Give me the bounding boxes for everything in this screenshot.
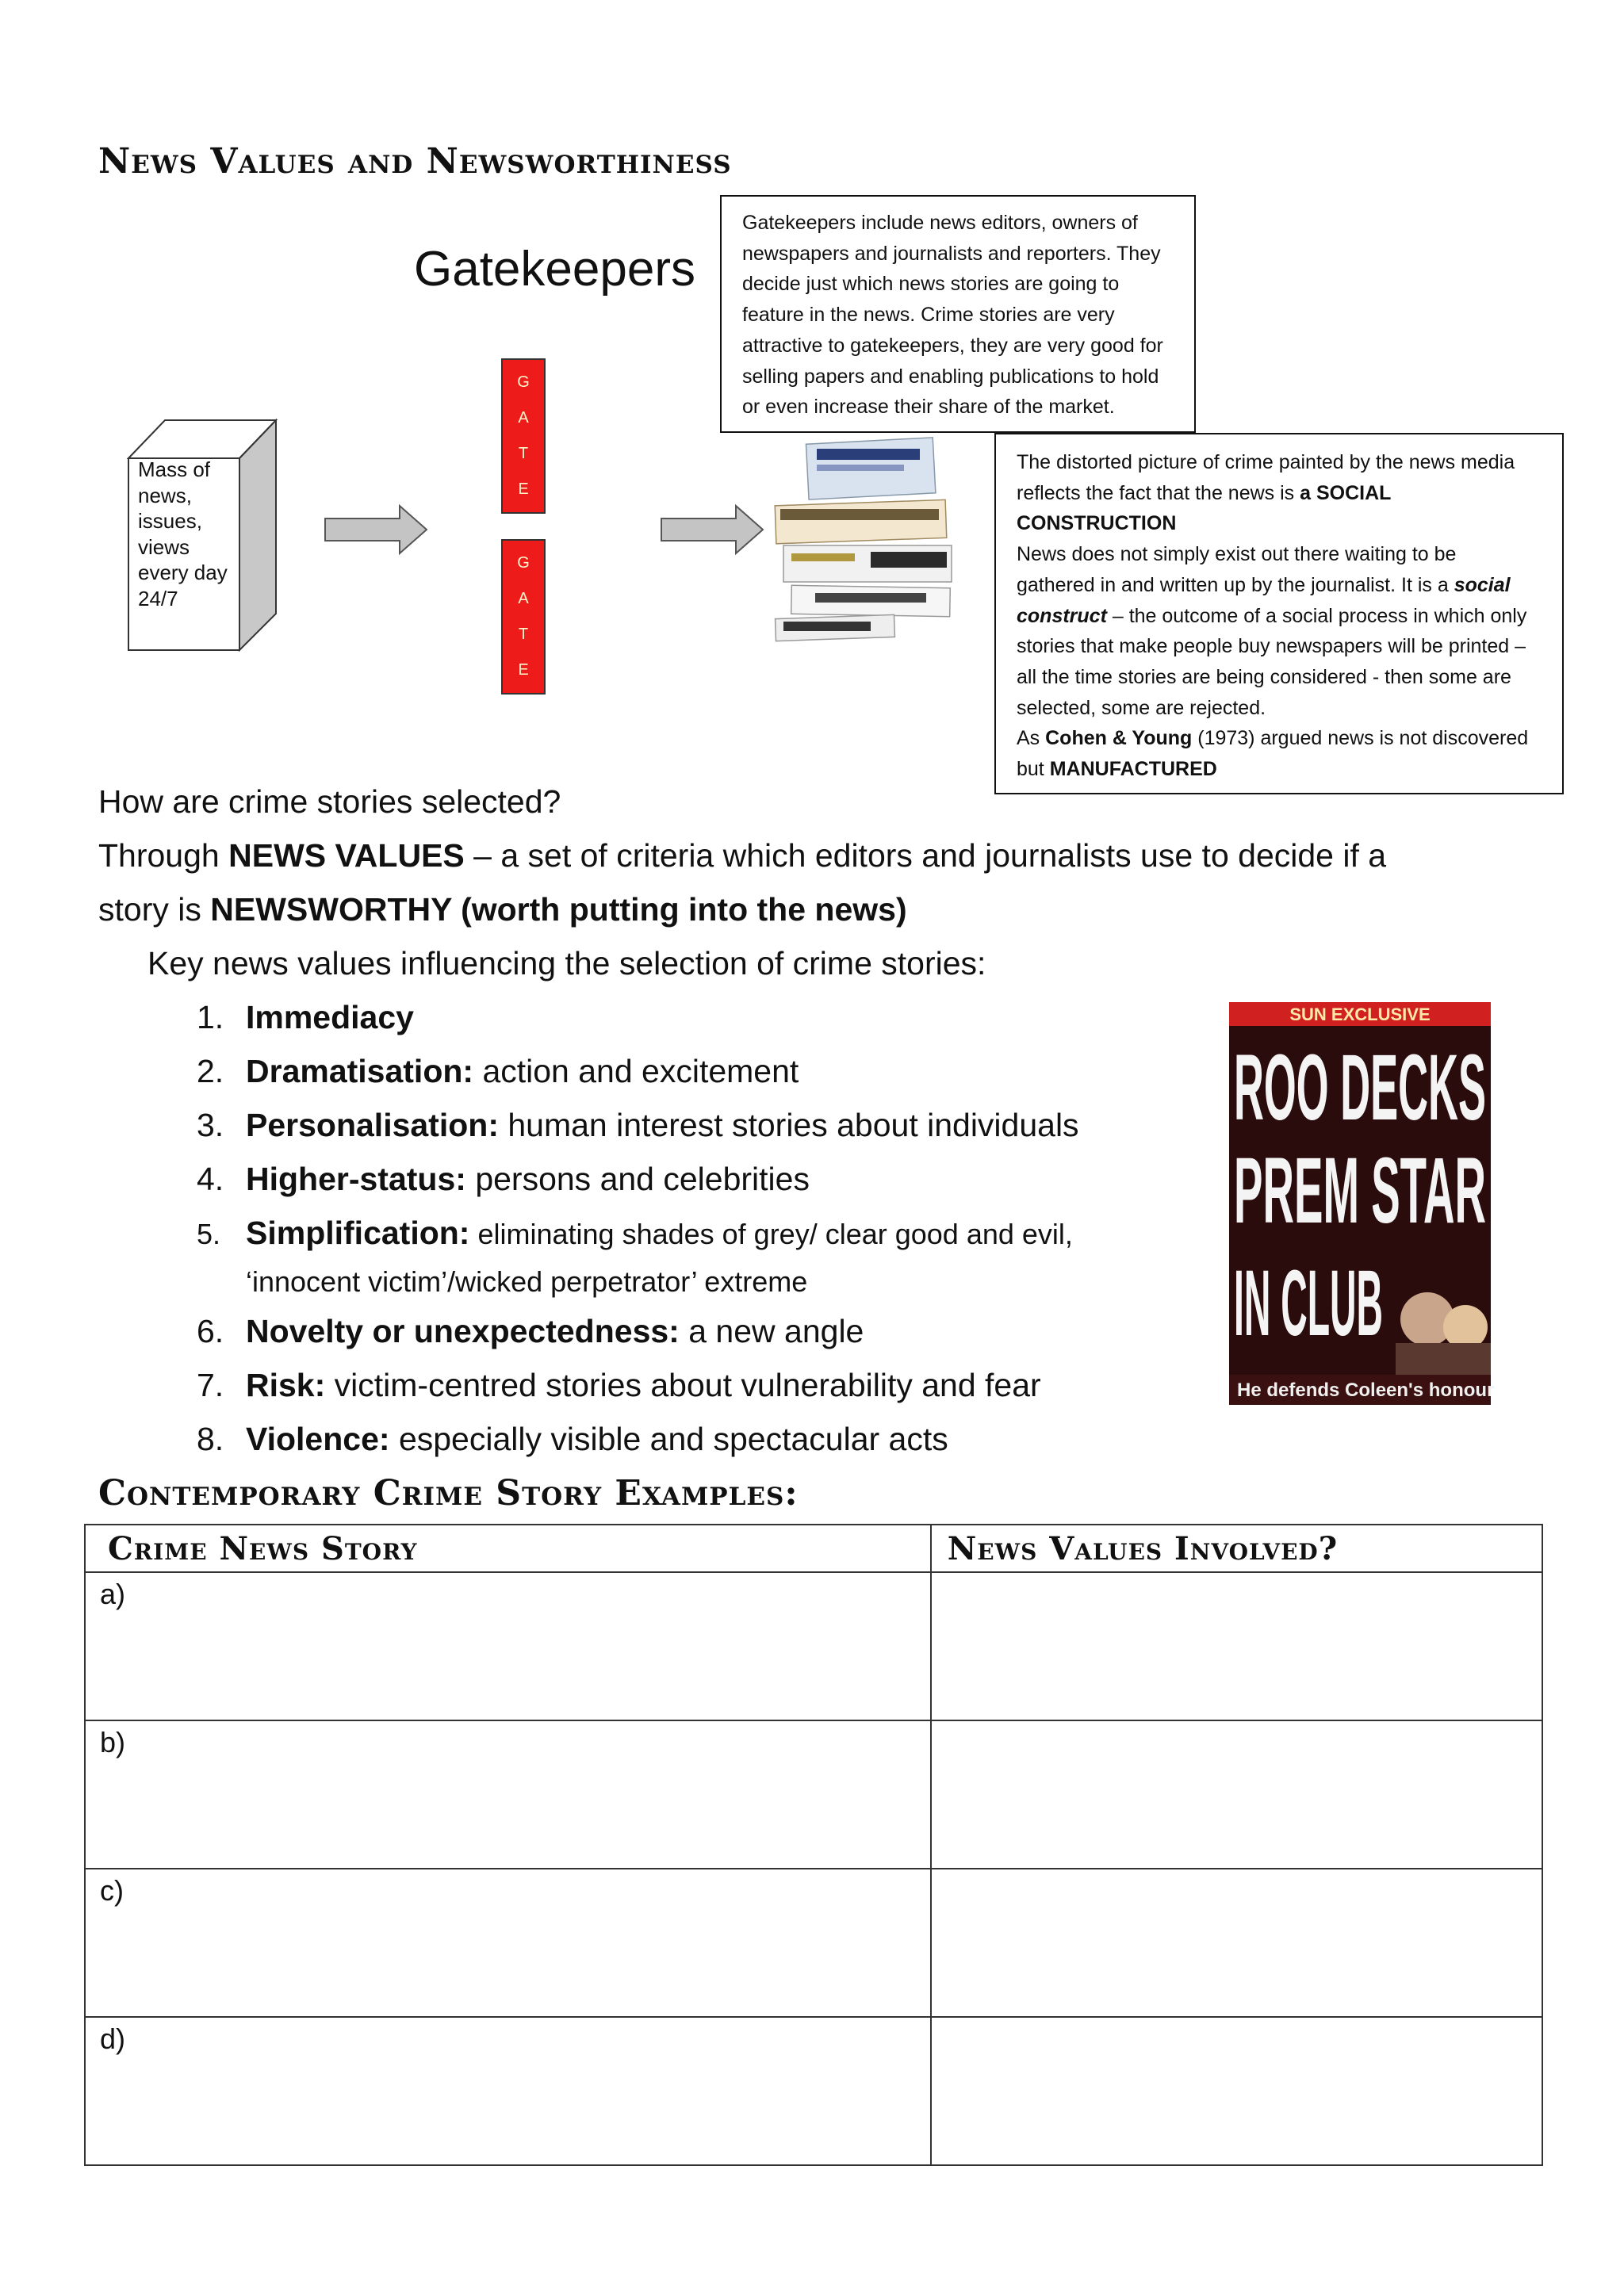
values-cell[interactable]	[931, 1720, 1542, 1869]
story-cell[interactable]: c)	[85, 1869, 931, 2017]
tabloid-strap: He defends Coleen's honour	[1237, 1380, 1495, 1401]
table-row	[85, 1572, 1542, 1720]
diagram-title: Gatekeepers	[414, 242, 695, 297]
note-line: selling papers and enabling publications to hold	[742, 365, 1159, 388]
values-cell[interactable]	[931, 1572, 1542, 1720]
news-values-definition: Through NEWS VALUES – a set of criteria which editors and journalists use to decide if a	[98, 837, 1387, 874]
social-construction-note: The distorted picture of crime painted by the news media reflects the fact that the news is a SOCIAL CONSTRUCTION News does not simply exist out there waiting to be gathered in and written up by the journalist. It is a social construct – the outcome of a social process in which only stories that make people buy newspapers will be printed – all the time stories are being considered - then some are selected, some are rejected. As Cohen & Young (1973) argued news is not discovered but MANUFACTURED	[994, 433, 1564, 794]
story-cell[interactable]: b)	[85, 1720, 931, 1869]
mass-box-label: Mass of news, issues, views every day 24/7	[138, 457, 228, 610]
story-cell[interactable]: d)	[85, 2017, 931, 2165]
gate-bottom: G A T E	[501, 539, 546, 695]
table-header-row	[85, 1525, 1542, 1572]
note-line: attractive to gatekeepers, they are very good for	[742, 334, 1163, 357]
newsworthy-definition: story is NEWSWORTHY (worth putting into the news)	[98, 891, 907, 928]
newspapers-collage-image	[776, 434, 952, 641]
values-cell[interactable]	[931, 2017, 1542, 2165]
right-arrow-icon	[660, 504, 764, 555]
gatekeepers-note	[720, 195, 1196, 433]
tabloid-headline-line: IN CLUB	[1234, 1251, 1383, 1356]
key-values-intro: Key news values influencing the selection of crime stories:	[147, 945, 986, 982]
tabloid-front-page-image	[1229, 1002, 1495, 1405]
column-header-story: Crime News Story	[85, 1525, 931, 1572]
values-cell[interactable]	[931, 1869, 1542, 2017]
tabloid-headline-line: ROO DECKS	[1234, 1035, 1486, 1140]
tabloid-kicker: SUN EXCLUSIVE	[1289, 1004, 1431, 1024]
note-line: decide just which news stories are going to	[742, 273, 1120, 296]
note-line: newspapers and journalists and reporters. They	[742, 242, 1161, 265]
page-title: News Values and Newsworthiness	[98, 141, 732, 182]
column-header-values: News Values Involved?	[931, 1525, 1542, 1572]
tabloid-headline-line: PREM STAR	[1234, 1138, 1486, 1243]
story-cell[interactable]: a)	[85, 1572, 931, 1720]
examples-heading: Contemporary Crime Story Examples:	[98, 1473, 799, 1513]
gate-top: G A T E	[501, 358, 546, 514]
table-row	[85, 2017, 1542, 2165]
selection-question: How are crime stories selected?	[98, 783, 561, 820]
right-arrow-icon	[324, 504, 428, 555]
table-row	[85, 1869, 1542, 2017]
examples-table	[84, 1524, 1543, 2166]
note-line: or even increase their share of the market.	[742, 396, 1115, 419]
note-line: Gatekeepers include news editors, owners of	[742, 212, 1138, 234]
note-line: feature in the news. Crime stories are very	[742, 304, 1115, 327]
table-row	[85, 1720, 1542, 1869]
